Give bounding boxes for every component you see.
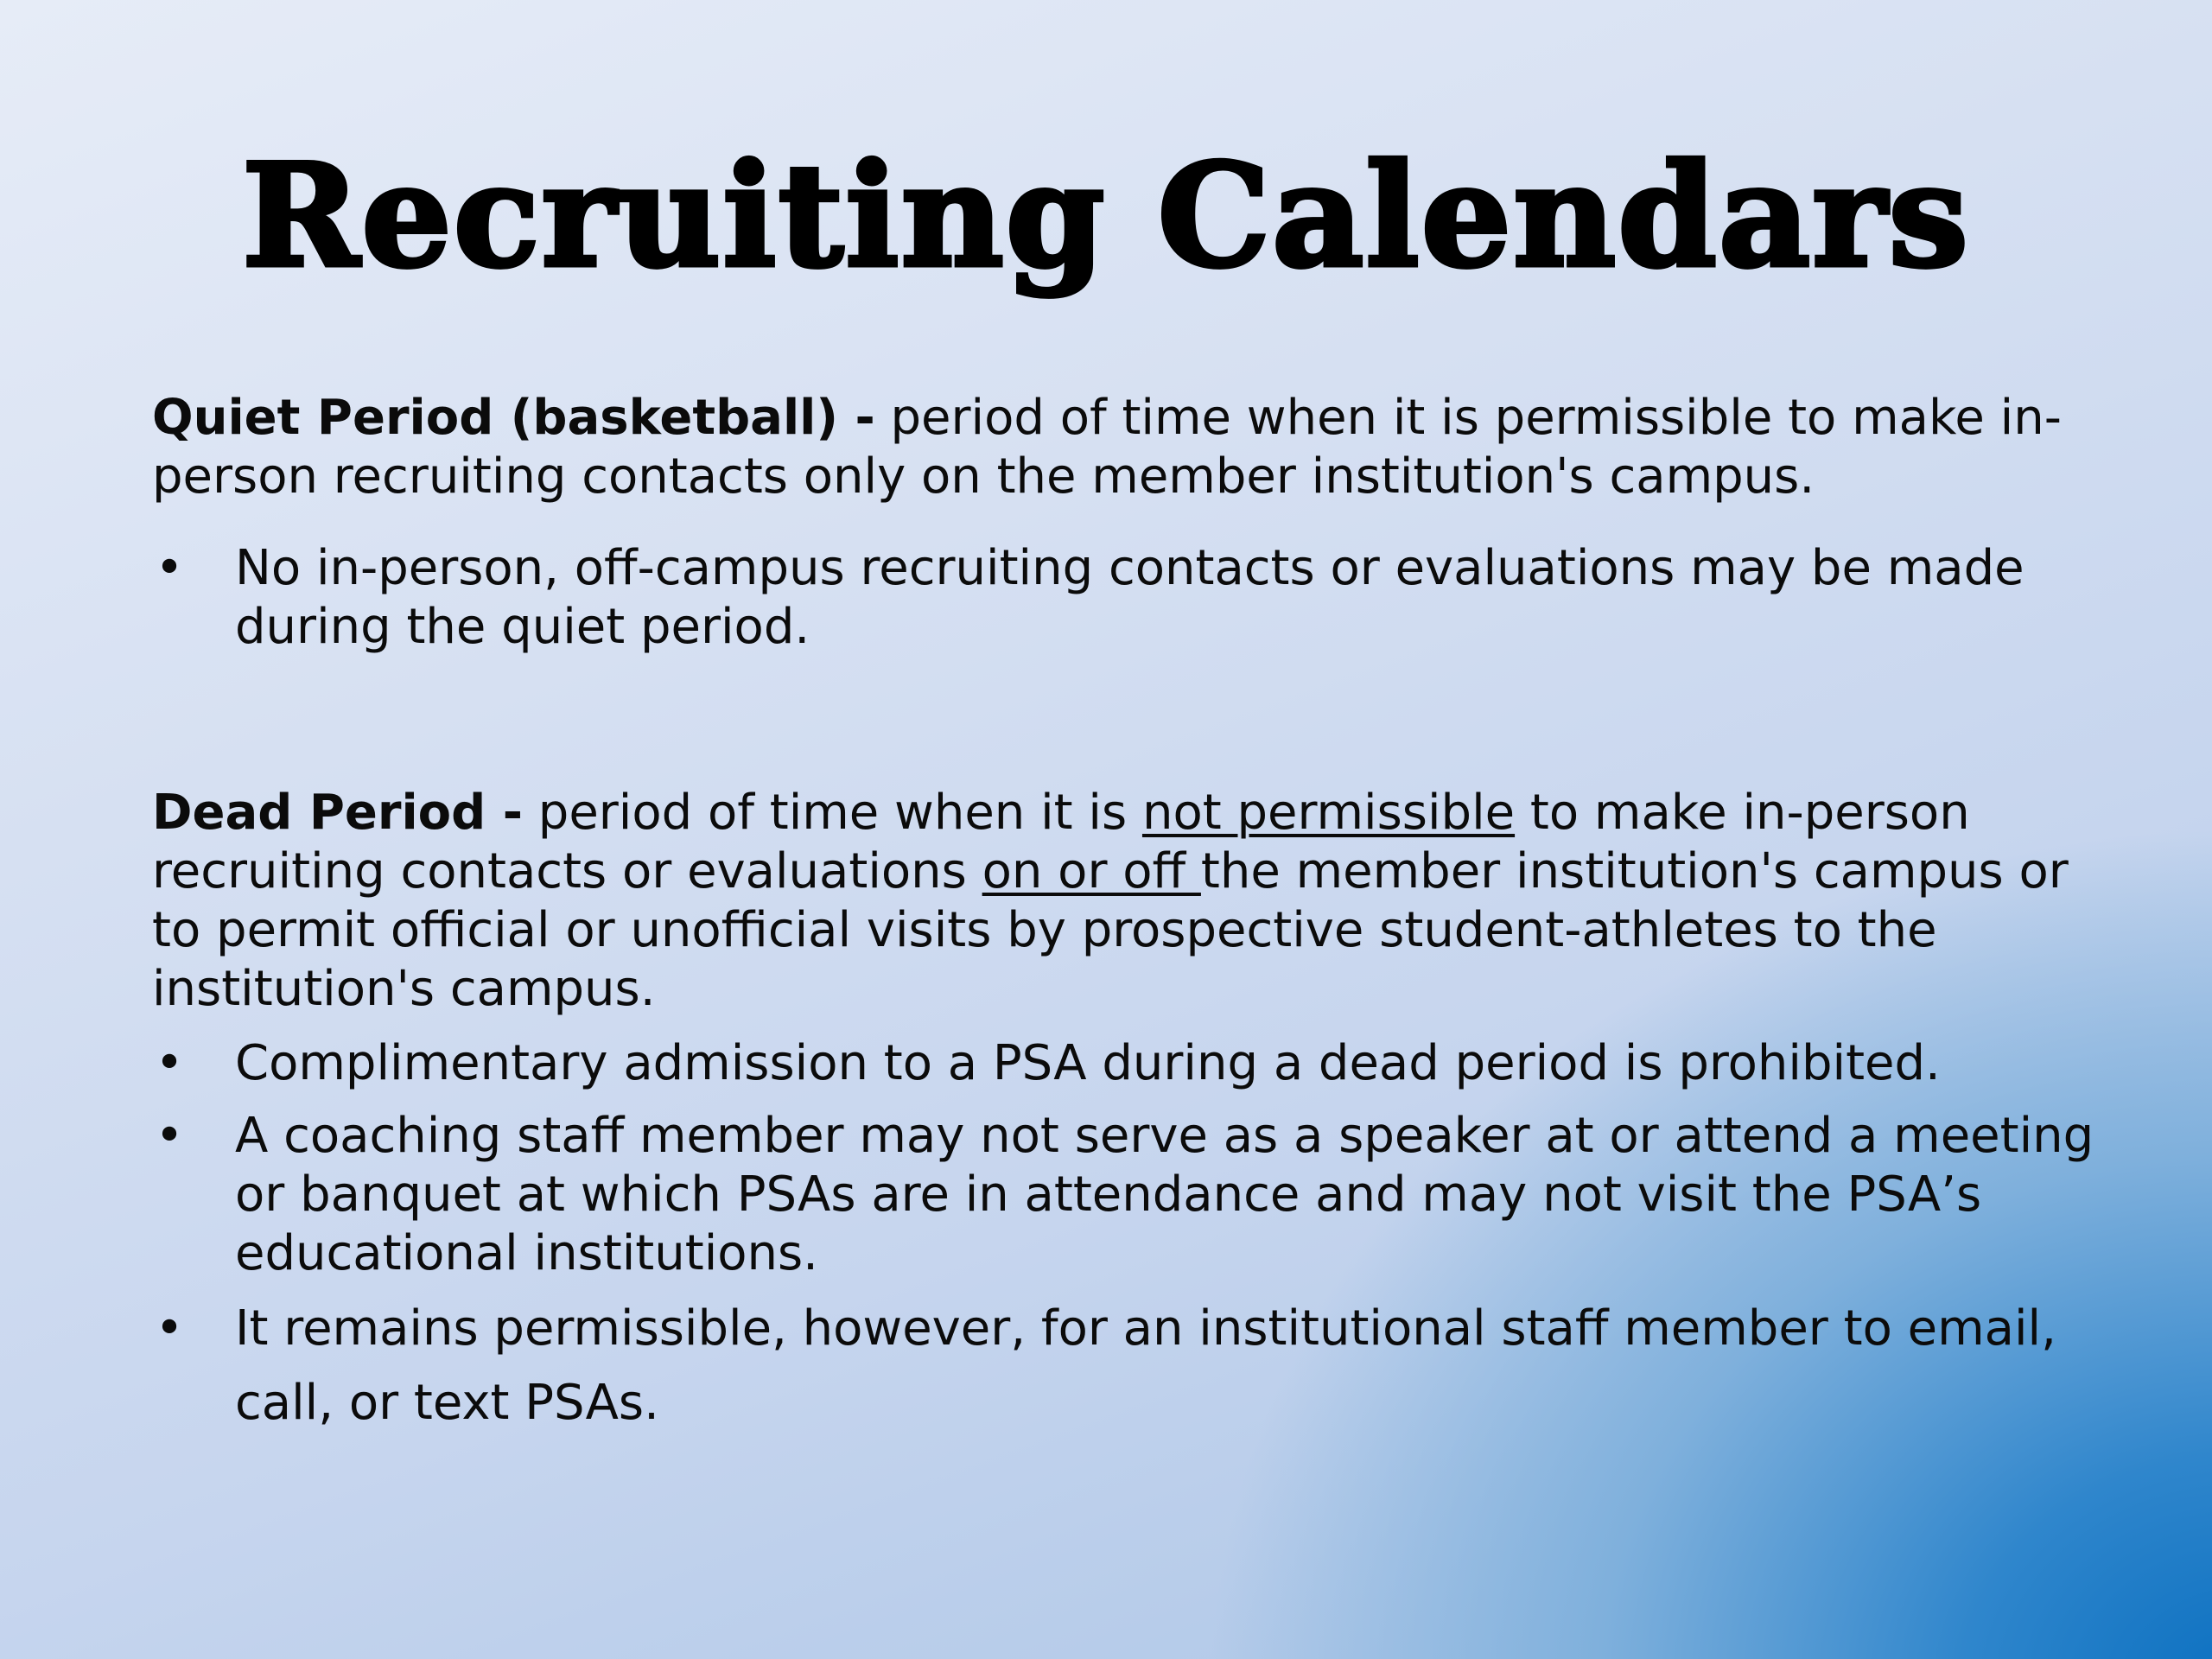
slide-title: Recruiting Calendars [242, 132, 1970, 299]
quiet-period-paragraph [152, 389, 2131, 506]
bullet-text: A coaching staff member may not serve as a speaker at or attend a meeting or banquet at which PSAs are in attendance and may not visit the PSA’s educational institutions. [235, 1108, 2094, 1281]
quiet-period-bullets [152, 539, 2131, 657]
dead-period-paragraph [152, 784, 2131, 1019]
dead-period-text-2: to make in-person recruiting contacts or evaluations [152, 785, 1970, 899]
list-item [152, 1292, 2131, 1440]
dead-period-underlined-1: not permissible [1141, 785, 1516, 841]
quiet-period-term: Quiet Period (basketball) - [152, 390, 875, 446]
bullet-icon: • [155, 1108, 184, 1164]
bullet-icon: • [155, 1035, 184, 1091]
bullet-text: Complimentary admission to a PSA during a dead period is prohibited. [235, 1035, 1941, 1091]
dead-period-underlined-2: on or off [982, 843, 1201, 899]
dead-period-term: Dead Period - [152, 785, 523, 841]
list-item [152, 1107, 2131, 1283]
bullet-icon: • [155, 1300, 184, 1357]
dead-period-definition [152, 784, 2131, 1019]
quiet-period-definition [152, 389, 2131, 506]
list-item [152, 1034, 2131, 1093]
bullet-text: No in-person, off-campus recruiting contacts or evaluations may be made during the quiet period. [235, 540, 2024, 655]
dead-period-text-1: period of time when it is [522, 785, 1142, 841]
list-item [152, 539, 2131, 657]
dead-period-bullets [152, 1034, 2131, 1454]
quiet-period-text: period of time when it is permissible to make in-person recruiting contacts only on the member institution's campus. [152, 390, 2062, 505]
dead-period-text-3: the member institution's campus or to permit official or unofficial visits by prospective student-athletes to the institution's campus. [152, 843, 2069, 1017]
bullet-text: It remains permissible, however, for an institutional staff member to email, call, or text PSAs. [235, 1300, 2056, 1431]
bullet-icon: • [155, 540, 184, 596]
dead-bullet-list [152, 1034, 2131, 1440]
quiet-bullet-list [152, 539, 2131, 657]
